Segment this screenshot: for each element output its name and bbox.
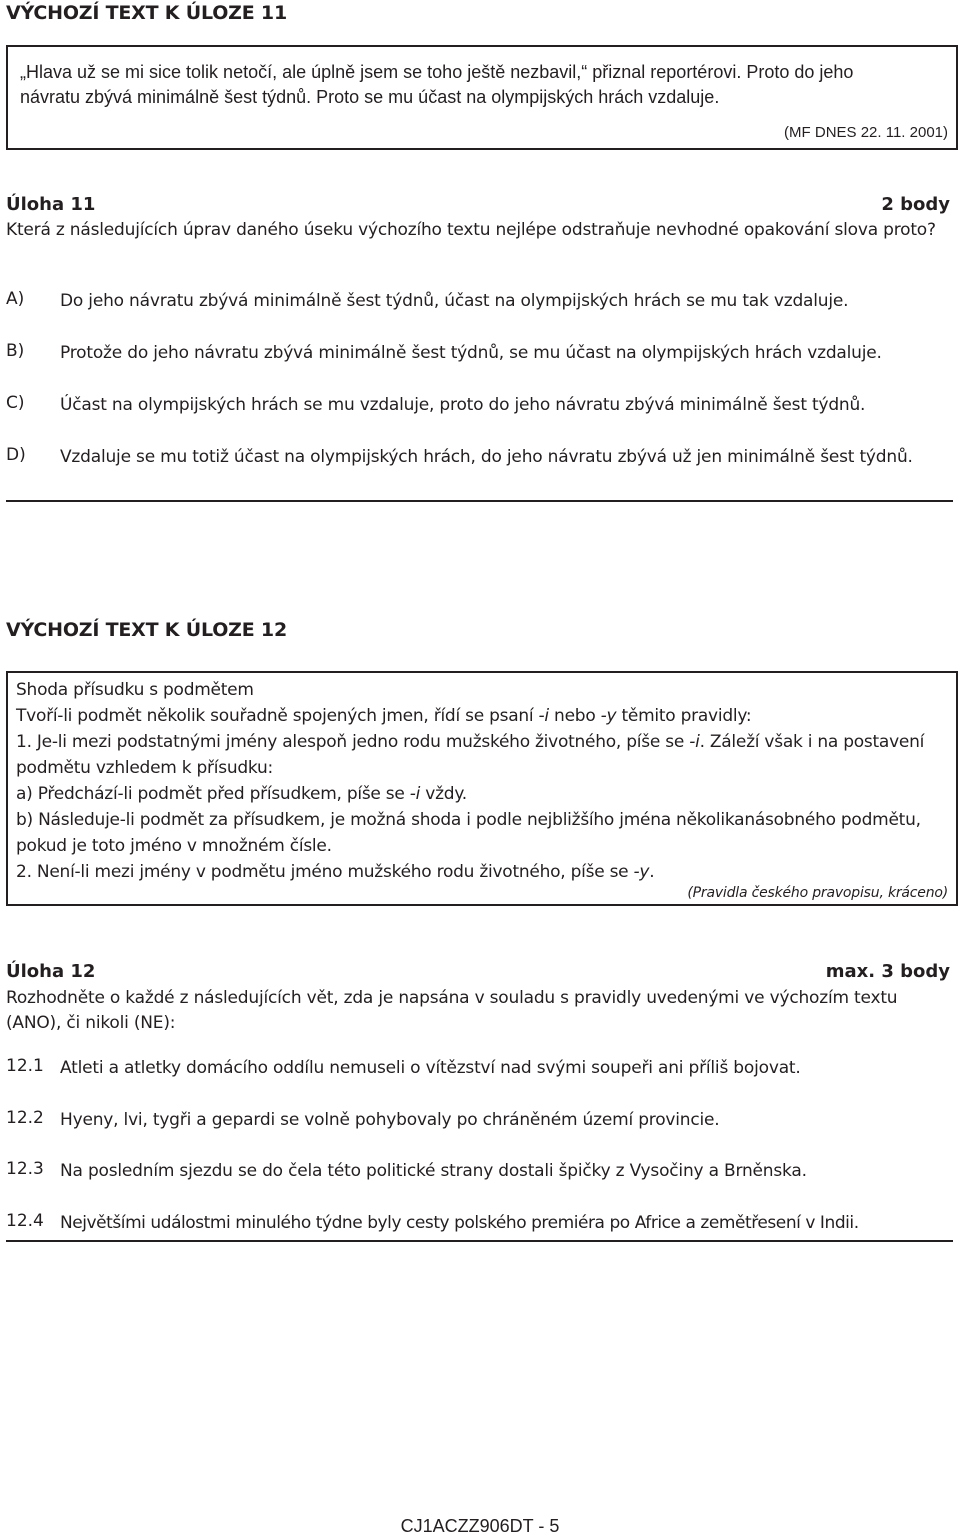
rule-2: 2. Není-li mezi jmény v podmětu jméno mužského rodu životného, píše se -y. [16,862,655,882]
option-a-label: A) [6,289,25,309]
rule-box-title: Shoda přísudku s podmětem [16,680,254,700]
item-12-3-text: Na posledním sjezdu se do čela této politické strany dostali špičky z Vysočiny a Brněnska. [60,1161,807,1181]
section-11-heading: VÝCHOZÍ TEXT K ÚLOZE 11 [6,2,287,24]
source-text-box-11 [6,45,958,150]
item-12-3-number: 12.3 [6,1159,44,1179]
divider-task-12 [6,1240,953,1242]
option-c-label: C) [6,393,25,413]
task-11-title: Úloha 11 [6,194,96,215]
source-citation-11: (MF DNES 22. 11. 2001) [784,124,948,141]
option-d-text: Vzdaluje se mu totiž účast na olympijských hrách, do jeho návratu zbývá už jen minimálně šest týdnů. [60,447,913,467]
section-12-heading: VÝCHOZÍ TEXT K ÚLOZE 12 [6,619,287,641]
item-12-4-number: 12.4 [6,1211,44,1231]
item-12-4-text: Největšími událostmi minulého týdne byly cesty polského premiéra po Africe a zemětřesení v Indii. [60,1213,859,1233]
option-a-text: Do jeho návratu zbývá minimálně šest týdnů, účast na olympijských hrách se mu tak vzdaluje. [60,291,849,311]
item-12-2-text: Hyeny, lvi, tygři a gepardi se volně pohybovaly po chráněném území provincie. [60,1110,720,1130]
rule-1b: b) Následuje-li podmět za přísudkem, je možná shoda i podle nejbližšího jména několikanásobného podmětu, pokud je toto jméno v množném čísle. [16,810,921,856]
rule-1: 1. Je-li mezi podstatnými jmény alespoň jedno rodu mužského životného, píše se -i. Záleží však i na postavení podmětu vzhledem k přísudku: [16,732,925,778]
option-b-text: Protože do jeho návratu zbývá minimálně šest týdnů, se mu účast na olympijských hrách vzdaluje. [60,343,882,363]
item-12-2-number: 12.2 [6,1108,44,1128]
item-12-1-number: 12.1 [6,1056,44,1076]
task-11-points: 2 body [881,194,950,215]
task-11-question: Která z následujících úprav daného úseku výchozího textu nejlépe odstraňuje nevhodné opakování slova proto? [6,220,936,240]
source-citation-12: (Pravidla českého pravopisu, kráceno) [687,885,948,901]
option-b-label: B) [6,341,25,361]
task-12-question: Rozhodněte o každé z následujících vět, zda je napsána v souladu s pravidly uvedenými ve výchozím textu (ANO), či nikoli (NE): [6,988,898,1033]
task-12-points: max. 3 body [825,961,950,982]
task-12-title: Úloha 12 [6,961,96,982]
source-text-line-2: návratu zbývá minimálně šest týdnů. Proto se mu účast na olympijských hrách vzdaluje. [20,87,720,107]
divider-task-11 [6,500,953,502]
page-footer-code: CJ1ACZZ906DT - 5 [400,1516,560,1536]
option-c-text: Účast na olympijských hrách se mu vzdaluje, proto do jeho návratu zbývá minimálně šest týdnů. [60,395,866,415]
source-text-line-1: „Hlava už se mi sice tolik netočí, ale úplně jsem se toho ještě nezbavil,“ přiznal reportérovi. Proto do jeho [20,62,854,82]
rule-intro: Tvoří-li podmět několik souřadně spojených jmen, řídí se psaní -i nebo -y těmito pravidly: [16,706,752,726]
option-d-label: D) [6,445,26,465]
rule-1a: a) Předchází-li podmět před přísudkem, píše se -i vždy. [16,784,467,804]
item-12-1-text: Atleti a atletky domácího oddílu nemuseli o vítězství nad svými soupeři ani příliš bojovat. [60,1058,801,1078]
source-text-box-12 [6,671,958,906]
